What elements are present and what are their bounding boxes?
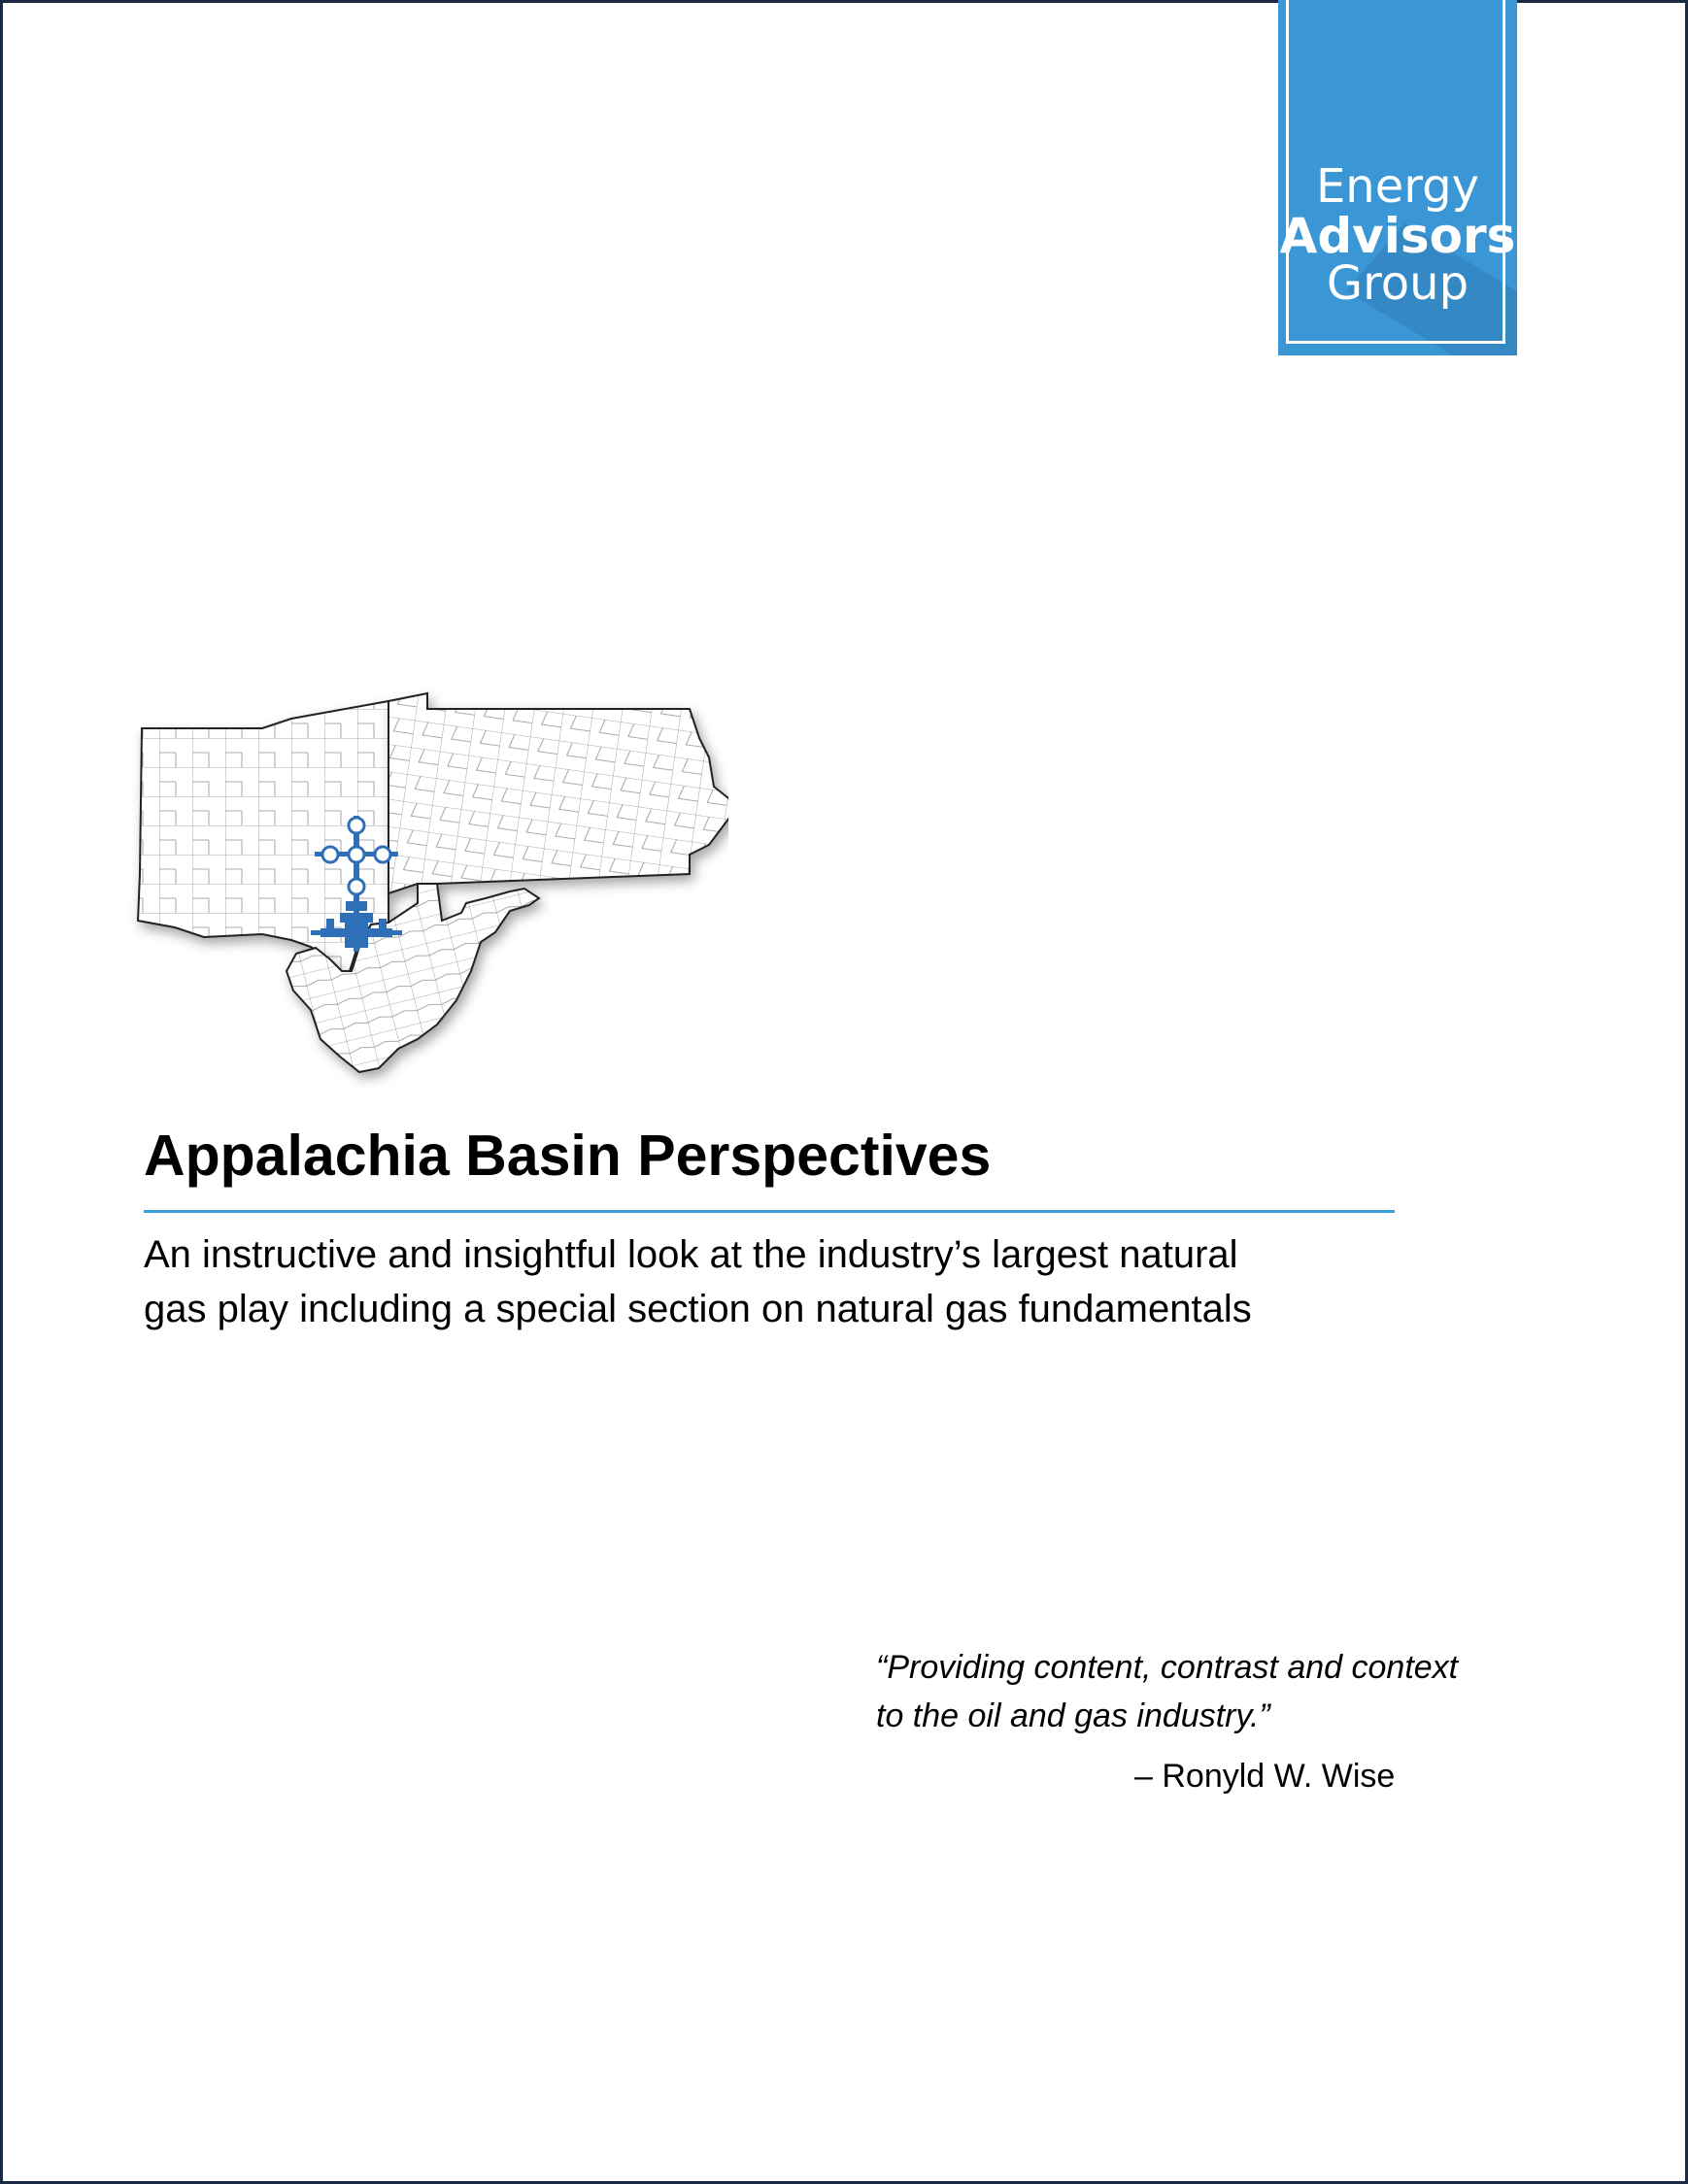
pennsylvania-shape [388, 693, 728, 893]
document-title: Appalachia Basin Perspectives [144, 1124, 992, 1188]
logo-line-energy: Energy [1315, 159, 1480, 214]
energy-advisors-group-logo [1278, 0, 1517, 355]
logo-line-group: Group [1326, 256, 1469, 311]
logo-line-advisors: Advisors [1279, 208, 1516, 264]
subtitle-line-2: gas play including a special section on natural gas fundamentals [144, 1288, 1252, 1330]
subtitle-line-1: An instructive and insightful look at the industry’s largest natural [144, 1233, 1238, 1276]
quote-attribution: – Ronyld W. Wise [1134, 1758, 1396, 1795]
title-divider [144, 1210, 1395, 1213]
document-subtitle [144, 1227, 1426, 1336]
quote-line-2: to the oil and gas industry.” [876, 1697, 1270, 1734]
county-map-graphic [126, 680, 728, 1088]
appalachia-county-map [126, 680, 728, 1088]
quote-line-1: “Providing content, contrast and context [876, 1649, 1459, 1686]
tagline-quote [876, 1643, 1575, 1740]
